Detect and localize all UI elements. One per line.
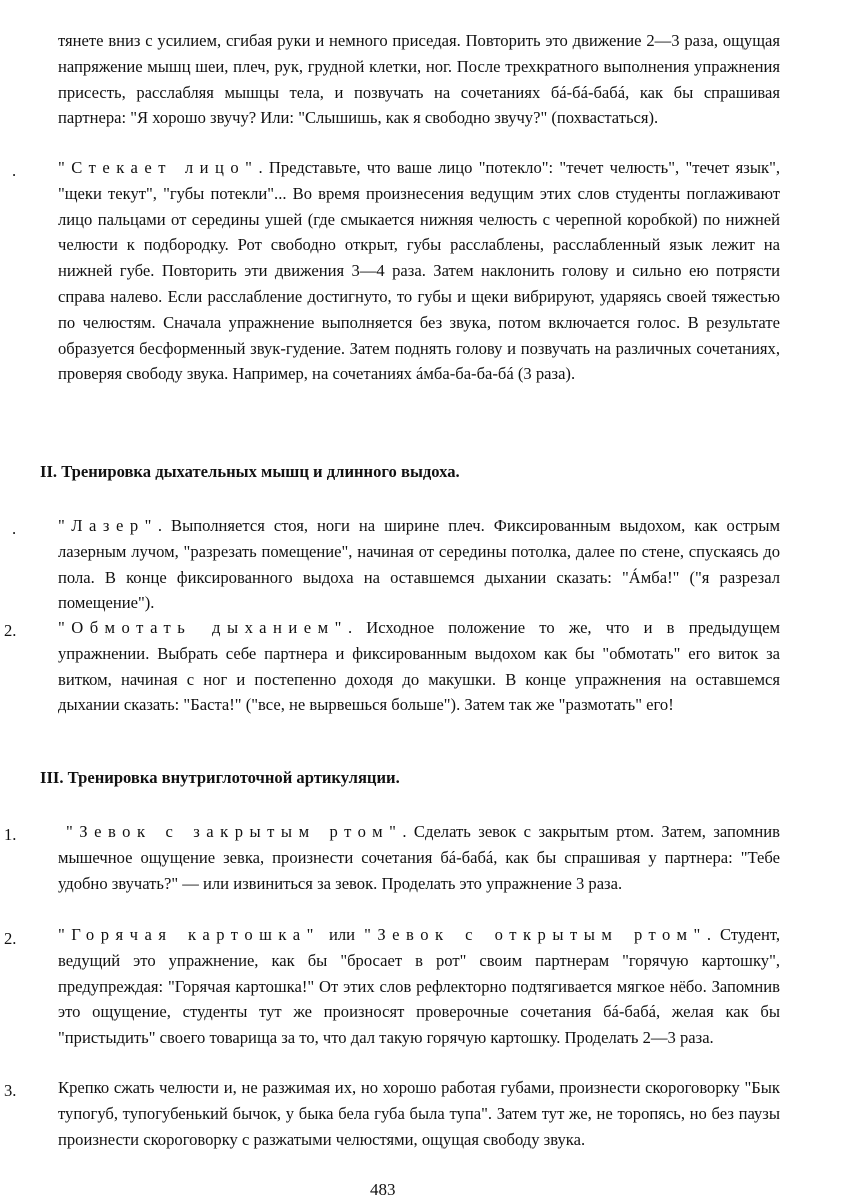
- exercise-name: "Стекает лицо": [58, 158, 259, 177]
- exercise-connector: или: [319, 925, 365, 944]
- item-marker: 1.: [4, 825, 17, 844]
- exercise-name: "Обмотать дыханием": [58, 618, 348, 637]
- exercise-lazer: [58, 513, 780, 616]
- paragraph-continued: тянете вниз с усилием, сгибая руки и немного приседая. Повторить это движение 2—3 раза, ощущая напряжение мышц шеи, плеч, рук, грудной клетки, ног. После трехкратного выполнения упражнения присесть, расслабляя мышцы тела, и позвучать на сочетаниях бá-бá-бабá, как бы спрашивая партнера: "Я хорошо звучу? Или: "Слышишь, как я свободно звучу?" (похвастаться).: [58, 31, 780, 128]
- exercise-obmotat: [58, 615, 780, 718]
- exercise-description: . Исходное положение то же, что и в предыдущем упражнении. Выбрать себе партнера и фиксированным выдохом как бы "обмотать" его виток за витком, начиная с ног и постепенно доходя до макушки. В конце упражнения на оставшемся дыхании сказать: "Баста!" ("все, не вырвешься больше"). Затем так же "размотать" его!: [58, 618, 780, 715]
- exercise-description: . Студент, ведущий это упражнение, как бы "бросает в рот" своим партнерам "горячую картошку", предупреждая: "Горячая картошка!" От этих слов рефлекторно подтягивается мягкое нёбо. Запомнив это ощущение, студенты тут же произносят проверочные сочетания бá-бабá, желая как бы "пристыдить" своего товарища за то, что дал такую горячую картошку. Проделать 2—3 раза.: [58, 925, 781, 1048]
- section-heading-3: III. Тренировка внутриглоточной артикуляции.: [40, 768, 400, 787]
- exercise-skorogovorka: Крепко сжать челюсти и, не разжимая их, но хорошо работая губами, произнести скороговорку "Бык тупогуб, тупогубенький бычок, у быка бела губа была тупа". Затем тут же, не торопясь, но без паузы произнести скороговорку с разжатыми челюстями, ощущая свободу звука.: [58, 1078, 780, 1149]
- exercise-name-alt: "Зевок с открытым ртом": [364, 925, 707, 944]
- section-heading-2: II. Тренировка дыхательных мышц и длинного выдоха.: [40, 462, 460, 481]
- item-marker: 2.: [4, 621, 17, 640]
- exercise-description: . Выполняется стоя, ноги на ширине плеч. Фиксированным выдохом, как острым лазерным лучом, "разрезать помещение", начиная от середины потолка, далее по стене, спускаясь до пола. В конце фиксированного выдоха на оставшемся дыхании сказать: "Áмба!" ("я разрезал помещение").: [58, 516, 780, 613]
- exercise-name: "Зевок с закрытым ртом": [66, 822, 403, 841]
- exercise-description: . Сделать зевок с закрытым ртом. Затем, запомнив мышечное ощущение зевка, произнести сочетания бá-бабá, как бы спрашивая у партнера: "Тебе удобно звучать?" — или извиниться за зевок. Проделать это упражнение 3 раза.: [58, 822, 780, 893]
- page-number: 483: [370, 1180, 396, 1199]
- item-marker: .: [12, 519, 17, 538]
- exercise-name: "Лазер": [58, 516, 158, 535]
- item-marker: .: [12, 161, 17, 180]
- item-marker: 3.: [4, 1081, 17, 1100]
- exercise-description: . Представьте, что ваше лицо "потекло": "течет челюсть", "течет язык", "щеки текут", "губы потекли"... Во время произнесения ведущим этих слов студенты поглаживают лицо пальцами от середины ушей (где смыкается нижняя челюсть с черепной коробкой) по нижней челюсти к подбородку. Рот свободно открыт, губы расслаблены, расслабленный язык лежит на нижней губе. Повторить эти движения 3—4 раза. Затем наклонить голову и сильно ею потрясти справа налево. Если расслабление достигнуто, то губы и щеки вибрируют, ударяясь своей тяжестью по челюстям. Сначала упражнение выполняется без звука, потом включается голос. В результате образуется бесформенный звук-гудение. Затем поднять голову и позвучать на различных сочетаниях, проверяя свободу звука. Например, на сочетаниях áмба-ба-ба-бá (3 раза).: [58, 158, 780, 384]
- item-marker: 2.: [4, 929, 17, 948]
- exercise-goryachaya-kartoshka: [58, 922, 780, 1051]
- exercise-zevok-zakrytym: [58, 819, 780, 896]
- exercise-stekaet-litso: [58, 155, 780, 387]
- exercise-name: "Горячая картошка": [58, 925, 320, 944]
